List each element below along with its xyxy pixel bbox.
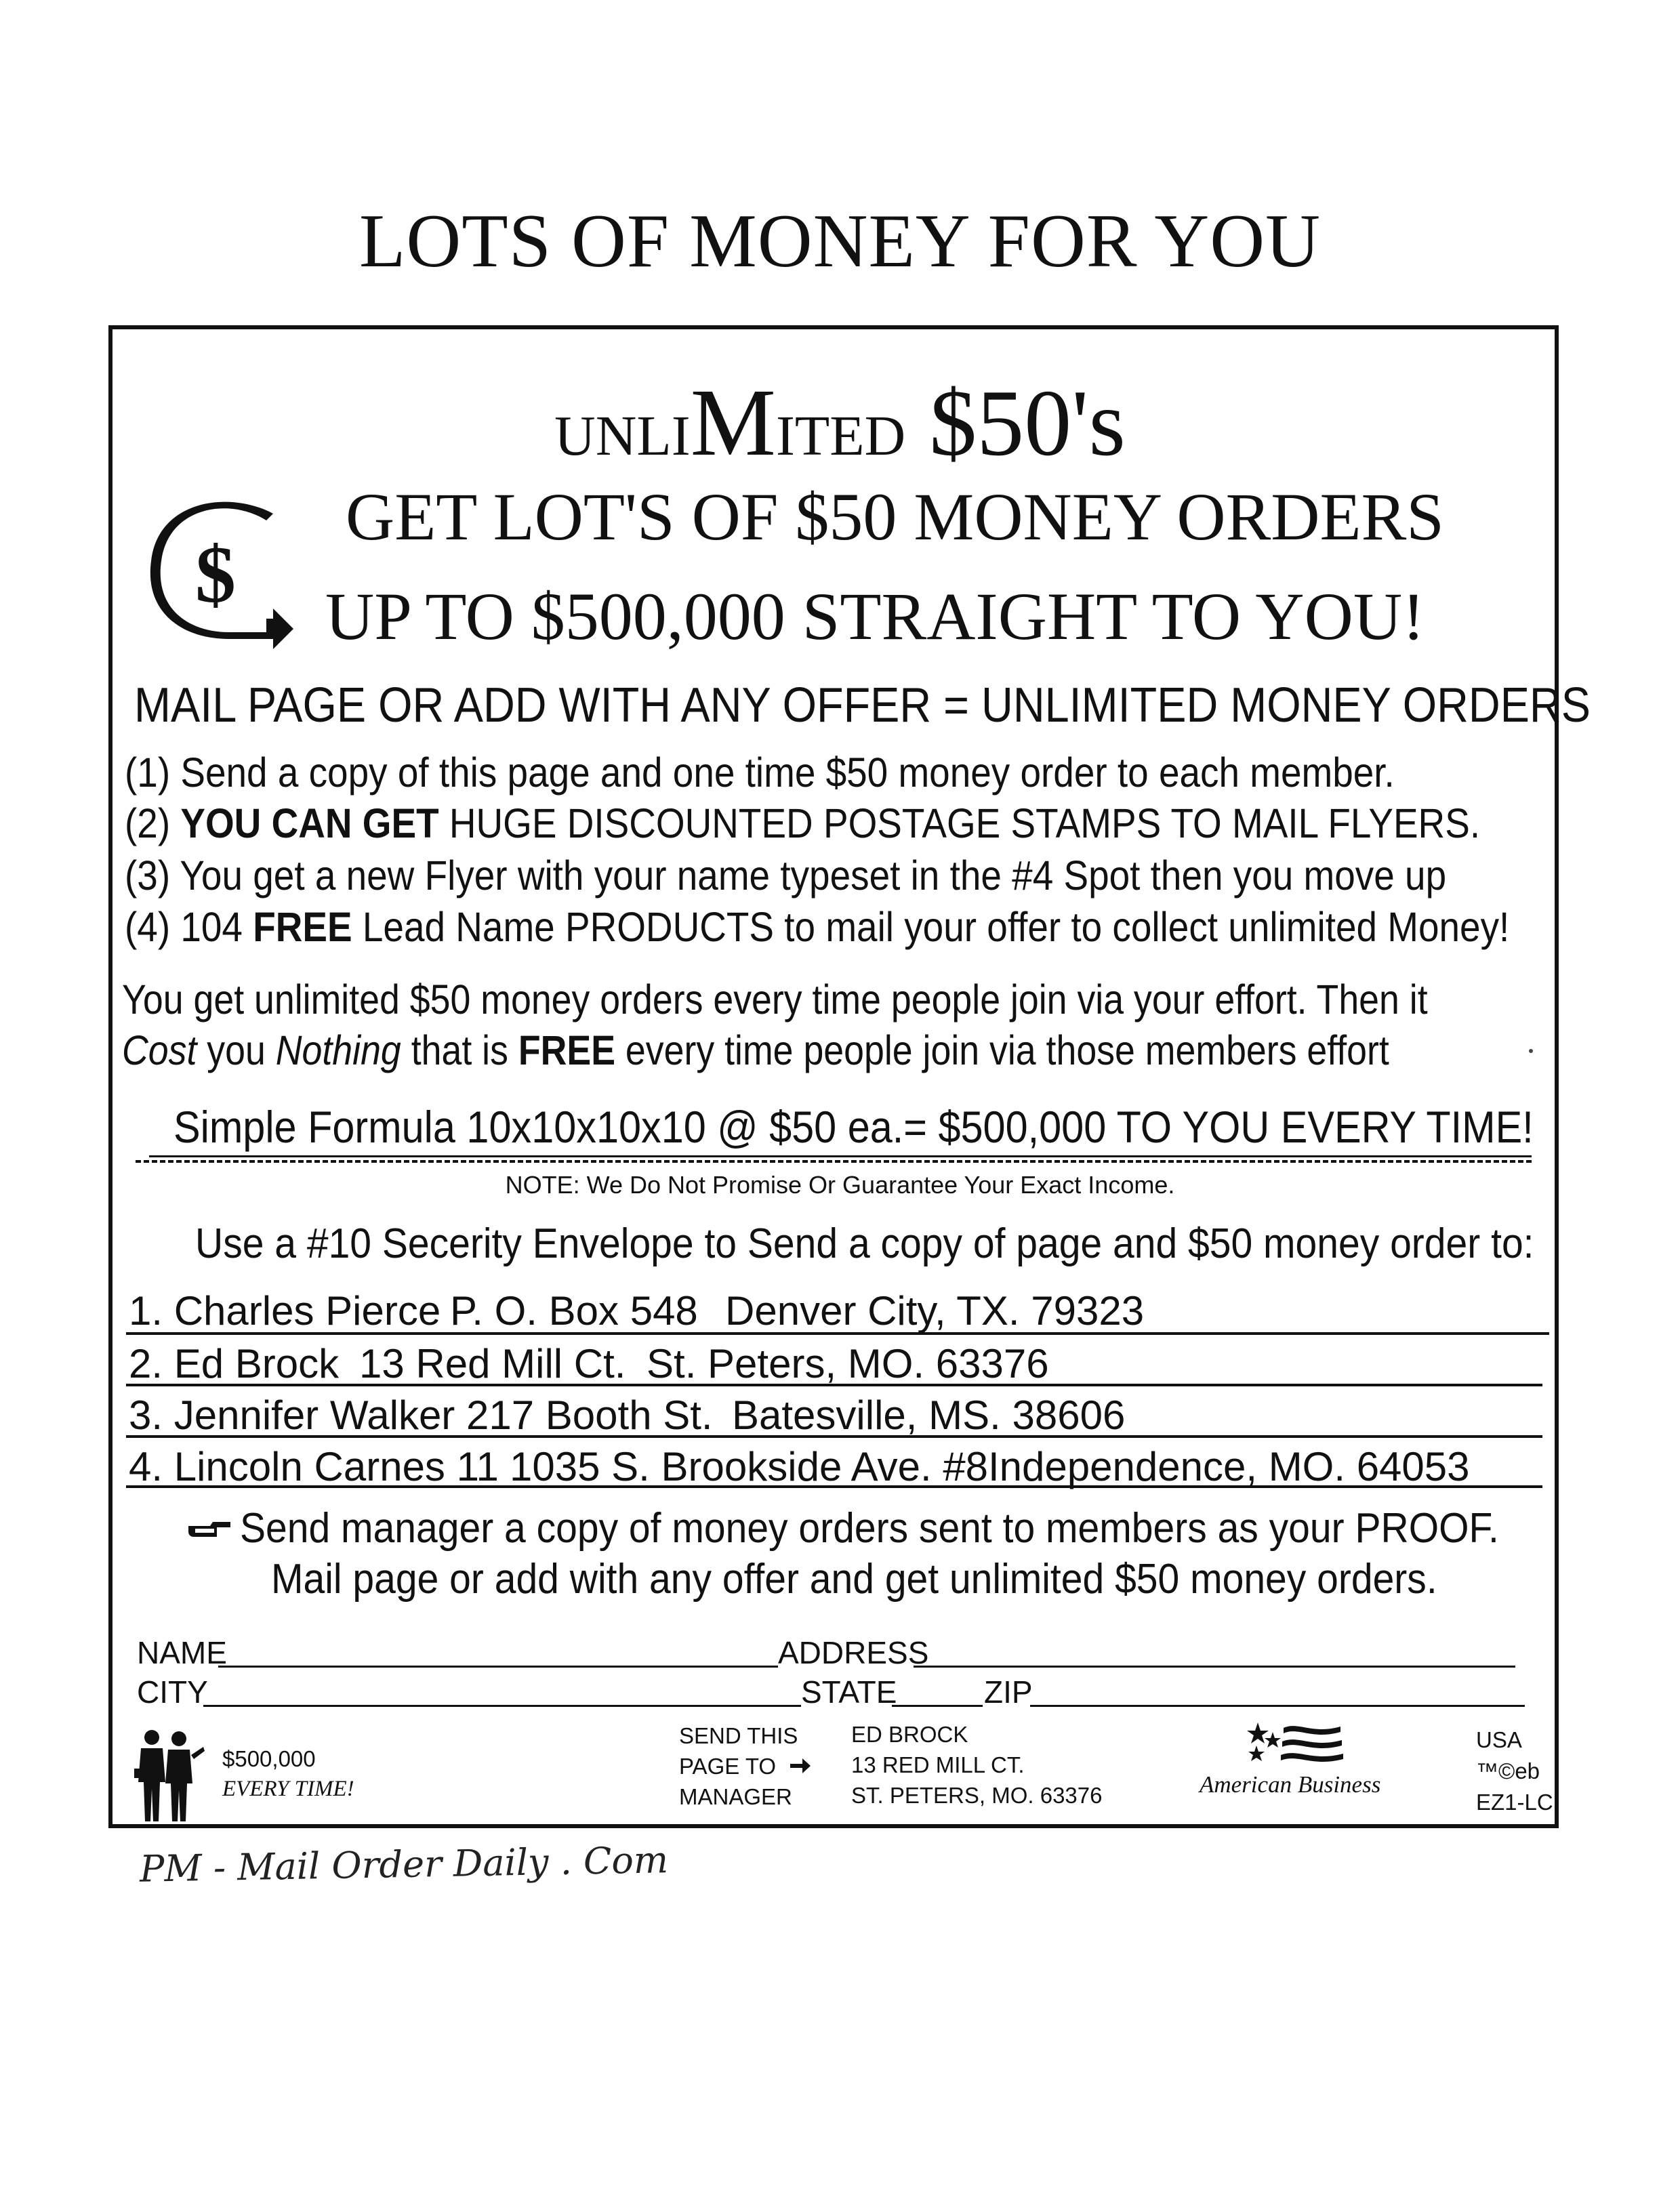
state-label: STATE <box>801 1674 897 1710</box>
para-italic: Nothing <box>275 1027 401 1073</box>
step-3: (3) You get a new Flyer with your name typeset in the #4 Spot then you move up <box>125 852 1447 899</box>
right-arrow-icon <box>789 1756 812 1775</box>
page-to-label: PAGE TO <box>679 1754 777 1779</box>
businessmen-figures-icon <box>133 1728 207 1823</box>
step-4-text: (4) 104 <box>125 904 253 950</box>
headline-part: I <box>671 405 691 468</box>
manager-name: ED BROCK <box>851 1722 968 1747</box>
member-rule <box>126 1332 1549 1335</box>
zip-label: ZIP <box>984 1674 1033 1710</box>
speck <box>1529 1049 1533 1053</box>
manager-city: ST. PETERS, MO. 63376 <box>851 1783 1103 1808</box>
income-note: NOTE: We Do Not Promise Or Guarantee Your Exact Income. <box>505 1171 1175 1199</box>
member-rule <box>126 1384 1542 1386</box>
address-field[interactable] <box>914 1666 1515 1668</box>
trademark-label: ™©eb <box>1476 1758 1540 1783</box>
headline-part: UNL <box>554 405 672 468</box>
add-offer-instruction: Mail page or add with any offer and get unlimited $50 money orders. <box>271 1556 1437 1603</box>
send-this-label: SEND THIS <box>679 1723 798 1748</box>
proof-instruction: Send manager a copy of money orders sent to members as your PROOF. <box>240 1505 1499 1552</box>
member-address: P. O. Box 548 <box>450 1288 698 1334</box>
formula-underline <box>149 1155 1532 1157</box>
para-text: you <box>197 1027 276 1073</box>
member-name: 2. Ed Brock <box>129 1341 340 1386</box>
zip-field[interactable] <box>1030 1705 1525 1707</box>
member-name: 4. Lincoln Carnes 11 <box>129 1444 499 1489</box>
headline-part: I <box>775 405 795 468</box>
city-field[interactable] <box>203 1705 801 1707</box>
step-4 <box>125 903 1509 951</box>
member-address: 13 Red Mill Ct. <box>359 1341 626 1386</box>
footer-amount: $500,000 <box>222 1746 316 1771</box>
manager-label: MANAGER <box>679 1784 792 1809</box>
member-city: Independence, MO. 64053 <box>988 1444 1470 1489</box>
explanation-line-1: You get unlimited $50 money orders every time people join via your effort. Then it <box>122 976 1428 1023</box>
para-bold: FREE <box>518 1027 616 1073</box>
headline-part: $50's <box>905 371 1126 476</box>
name-label: NAME <box>137 1635 227 1670</box>
para-italic: Cost <box>122 1027 197 1073</box>
member-rule <box>126 1485 1542 1488</box>
step-1: (1) Send a copy of this page and one time $50 money order to each member. <box>125 749 1395 796</box>
step-4-bold: FREE <box>253 904 352 950</box>
member-city: Denver City, TX. 79323 <box>725 1288 1145 1334</box>
code-label: EZ1-LC <box>1476 1790 1553 1815</box>
step-4-text: Lead Name PRODUCTS to mail your offer to collect unlimited Money! <box>352 904 1510 950</box>
member-address: 217 Booth St. <box>466 1392 713 1438</box>
step-2-text: (2) <box>125 800 181 846</box>
member-name: 1. Charles Pierce <box>129 1288 441 1334</box>
usa-label: USA <box>1476 1727 1522 1752</box>
step-2-text: HUGE DISCOUNTED POSTAGE STAMPS TO MAIL FLYERS. <box>438 800 1481 846</box>
name-field[interactable] <box>218 1666 778 1668</box>
page-title: LOTS OF MONEY FOR YOU <box>358 199 1322 283</box>
subhead-straight-to-you: UP TO $500,000 STRAIGHT TO YOU! <box>325 579 1425 654</box>
american-business-brand: American Business <box>1200 1771 1381 1798</box>
member-city: St. Peters, MO. 63376 <box>647 1341 1049 1386</box>
state-field[interactable] <box>892 1705 983 1707</box>
member-name: 3. Jennifer Walker <box>129 1392 455 1438</box>
city-label: CITY <box>137 1674 208 1710</box>
stars-stripes-flag-icon <box>1244 1718 1346 1773</box>
member-address: 1035 S. Brookside Ave. #8 <box>510 1444 989 1489</box>
member-city: Batesville, MS. 38606 <box>732 1392 1126 1438</box>
envelope-instruction: Use a #10 Secerity Envelope to Send a copy of page and $50 money order to: <box>195 1220 1534 1267</box>
mail-page-line: MAIL PAGE OR ADD WITH ANY OFFER = UNLIMITED MONEY ORDERS <box>134 678 1591 732</box>
simple-formula: Simple Formula 10x10x10x10 @ $50 ea.= $500,000 TO YOU EVERY TIME! <box>173 1102 1534 1152</box>
pointing-hand-icon <box>186 1516 233 1544</box>
headline-part: M <box>690 369 776 476</box>
headline <box>0 369 1680 476</box>
footer-every-time: EVERY TIME! <box>222 1777 354 1801</box>
step-2-bold: YOU CAN GET <box>180 800 439 846</box>
dollar-arrow-logo-icon <box>148 500 304 656</box>
manager-street: 13 RED MILL CT. <box>851 1752 1025 1777</box>
para-text: that is <box>401 1027 518 1073</box>
dashed-divider <box>136 1160 1532 1163</box>
headline-part: TED <box>794 405 906 468</box>
member-rule <box>126 1435 1542 1438</box>
para-text: every time people join via those members effort <box>615 1027 1389 1073</box>
step-2 <box>125 800 1480 847</box>
handwritten-note: PM - Mail Order Daily . Com <box>139 1838 669 1891</box>
explanation-line-2 <box>122 1027 1389 1074</box>
address-label: ADDRESS <box>778 1635 929 1670</box>
svg-text:$: $ <box>195 529 236 619</box>
subhead-money-orders: GET LOT'S OF $50 MONEY ORDERS <box>346 479 1444 554</box>
